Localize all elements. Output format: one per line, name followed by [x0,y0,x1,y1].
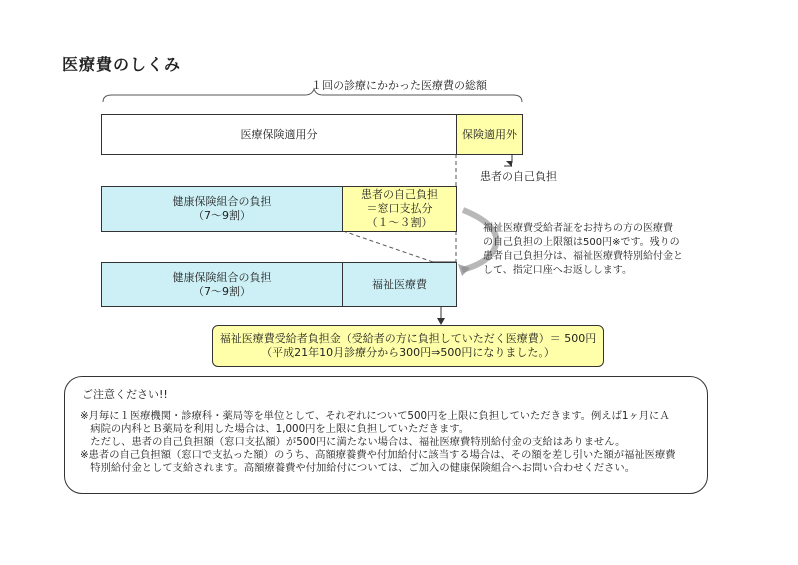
copay-banner-line2: （平成21年10月診療分から300円⇒500円になりました。） [261,346,555,359]
welfare-medical-box: 福祉医療費 [342,262,457,307]
union-share-box: 健康保険組合の負担 （7～9割） [101,186,343,232]
total-brace [103,89,522,102]
notice-heading: ご注意ください!! [82,388,168,401]
copay-banner [212,325,604,367]
self-pay-label: 患者の自己負担 [480,170,557,183]
copay-banner-line1: 福祉医療費受給者負担金（受給者の方に負担していただく医療費）＝ 500円 [219,332,597,345]
patient-share-box: 患者の自己負担 ＝窓口支払分 （１～３割） [342,186,457,232]
page-title: 医療費のしくみ [62,55,182,74]
guide-line-2 [343,231,433,262]
insured-portion-box: 医療保険適用分 [101,114,457,155]
union-share-box-2: 健康保険組合の負担 （7～9割） [101,262,343,307]
welfare-note: 福祉医療費受給者証をお持ちの方の医療費 の自己負担の上限額は500円※です。残りの 患者自己負担分は、福祉医療費特別給付金と して、指定口座へお返しします。 [483,223,683,276]
total-cost-label: １回の診療にかかった医療費の総額 [311,79,487,92]
uninsured-portion-box: 保険適用外 [456,114,523,155]
notice-body: ※月毎に１医療機関・診療科・薬局等を単位として、それぞれについて500円を上限に負担していただきます。例えば1ヶ月にＡ 病院の内科とＢ薬局を利用した場合は、1,000円を上限に負担していただきます。 ただし、患者の自己負担額（窓口支払額）が500円に満たない場合は、福祉医療費特別給付金の支給はありません。 ※患者の自己負担額（窓口で支払った額）のうち、高額療養費や付加給付に該当する場合は、その額を差し引いた額が福祉医療費 特別給付金として支給されます。高額療養費や付加給付については、ご加入の健康保険組合へお問い合わせください。 [80,410,676,474]
